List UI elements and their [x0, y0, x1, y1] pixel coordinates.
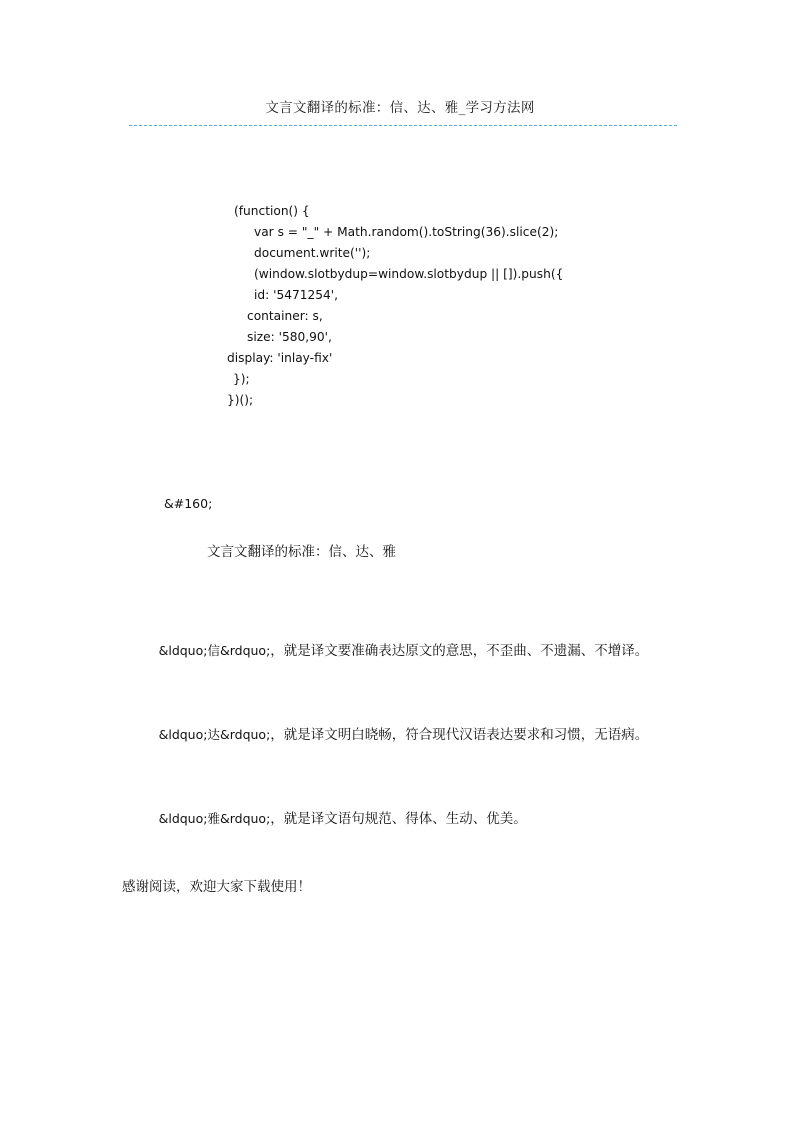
paragraph-da: [150, 707, 648, 743]
code-line: var s = "_" + Math.random().toString(36).slice(2);: [254, 225, 559, 239]
code-line: container: s,: [247, 309, 323, 323]
section-subtitle: 文言文翻译的标准：信、达、雅: [207, 544, 396, 560]
paragraph-ya: [150, 791, 527, 827]
code-line: })();: [227, 393, 254, 407]
code-line: (function() {: [234, 204, 310, 218]
paragraph-prefix: &ldquo;雅&rdquo;: [158, 811, 271, 826]
page-header-title: 文言文翻译的标准：信、达、雅_学习方法网: [265, 100, 535, 116]
paragraph-prefix: &ldquo;达&rdquo;: [158, 727, 271, 742]
paragraph-text: ，就是译文要准确表达原文的意思，不歪曲、不遗漏、不增译。: [270, 643, 649, 659]
paragraph-prefix: &ldquo;信&rdquo;: [158, 643, 271, 658]
paragraph-text: ，就是译文明白晓畅，符合现代汉语表达要求和习惯，无语病。: [270, 727, 649, 743]
closing-note: 感谢阅读，欢迎大家下载使用！: [122, 879, 311, 895]
code-line: });: [233, 372, 250, 386]
code-line: size: '580,90',: [247, 330, 332, 344]
paragraph-xin: [150, 623, 648, 659]
paragraph-text: ，就是译文语句规范、得体、生动、优美。: [270, 811, 527, 827]
code-line: id: '5471254',: [254, 288, 338, 302]
code-line: display: 'inlay-fix': [227, 351, 333, 365]
nbsp-entity-text: &#160;: [164, 496, 213, 511]
code-line: (window.slotbydup=window.slotbydup || []).push({: [254, 267, 564, 281]
header-dashed-divider: [129, 125, 677, 126]
code-line: document.write('');: [254, 246, 371, 260]
